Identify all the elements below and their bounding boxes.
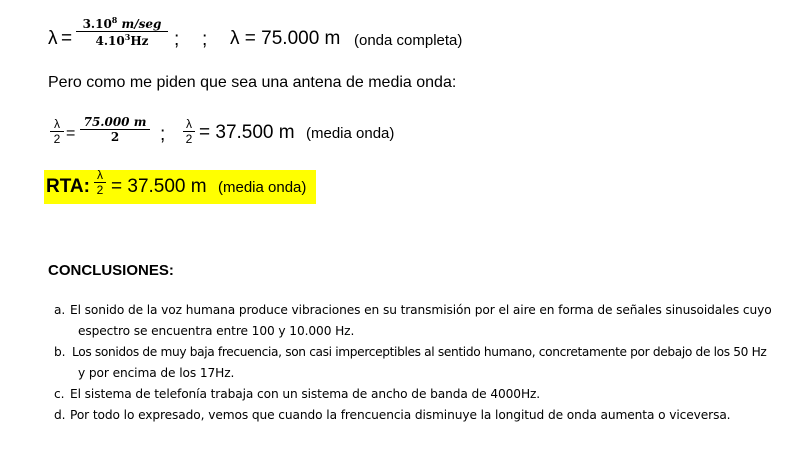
equals-sign: = (66, 125, 76, 142)
result-note: (media onda) (306, 125, 395, 142)
list-text: El sonido de la voz humana produce vibraciones en su transmisión por el aire en forma de señales sinusoidales cuyo (70, 303, 772, 317)
conclusions-title: CONCLUSIONES: (48, 262, 174, 279)
lambda-over-two-fraction: λ 2 (50, 117, 64, 146)
lambda-over-two-fraction: λ 2 (94, 168, 106, 197)
distance-over-two-fraction: 75.000 m 2 (80, 115, 150, 144)
list-text: Los sonidos de muy baja frecuencia, son casi imperceptibles al sentido humano, concretamente por debajo de los 50 Hz (72, 345, 767, 359)
half-wave-result: = 37.500 m (199, 122, 295, 143)
separator: ; (174, 29, 180, 50)
separator: ; (160, 124, 166, 145)
answer-note: (media onda) (218, 179, 307, 196)
answer-label: RTA: (46, 176, 90, 197)
list-marker: b. (54, 345, 66, 359)
list-text: Por todo lo expresado, vemos que cuando la frencuencia disminuye la longitud de onda aumenta o viceversa. (70, 408, 731, 422)
lambda-over-two-fraction: λ 2 (183, 117, 195, 146)
separator: ; (202, 29, 208, 50)
answer-result: = 37.500 m (111, 176, 207, 197)
list-text: El sistema de telefonía trabaja con un sistema de ancho de banda de 4000Hz. (70, 387, 541, 401)
wavelength-result: λ = 75.000 m (230, 28, 341, 49)
fraction-numerator: 3.10$^8$ m/seg (82, 15, 162, 31)
list-text: espectro se encuentra entre 100 y 10.000 Hz. (78, 324, 355, 338)
equals-sign: = (61, 28, 73, 49)
intro-text: Pero como me piden que sea una antena de media onda: (48, 74, 457, 91)
list-marker: d. (54, 408, 66, 422)
list-marker: a. (54, 303, 66, 317)
fraction-denominator: 4.10$^3$Hz (95, 32, 149, 48)
lambda-symbol: λ (48, 28, 58, 49)
list-text: y por encima de los 17Hz. (78, 366, 235, 380)
result-note: (onda completa) (354, 32, 463, 49)
list-marker: c. (54, 387, 65, 401)
speed-over-frequency-fraction (76, 15, 168, 48)
